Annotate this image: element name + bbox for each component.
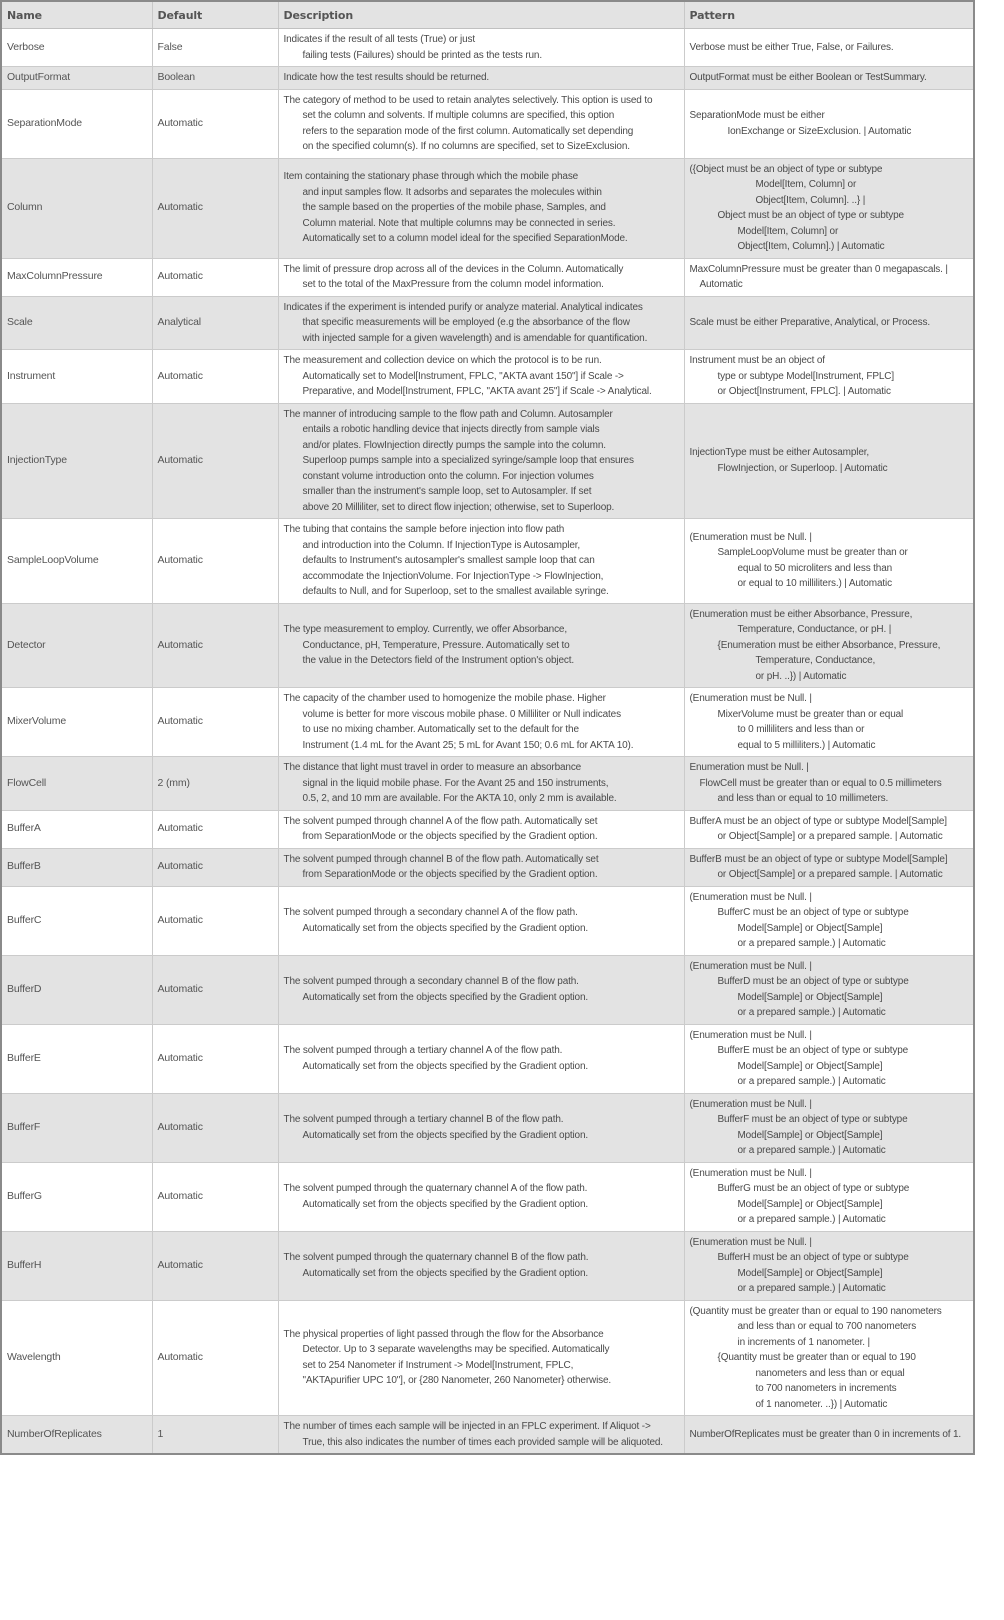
option-name: MixerVolume xyxy=(1,688,152,757)
pattern-line: InjectionType must be either Autosampler, xyxy=(689,447,870,459)
pattern-line: Scale must be either Preparative, Analytical, or Process. xyxy=(689,317,930,328)
description-line: Automatically set from the objects specified by the Gradient option. xyxy=(302,1129,589,1141)
option-pattern xyxy=(684,1416,974,1455)
pattern-line: (Enumeration must be Null. | xyxy=(689,1167,812,1179)
description-line: Automatically set from the objects specified by the Gradient option. xyxy=(302,1198,589,1210)
option-name: Detector xyxy=(1,603,152,688)
option-name: Column xyxy=(1,158,152,258)
description-line: set to the total of the MaxPressure from the column model information. xyxy=(302,279,604,290)
pattern-line: Object[Item, Column]. ..} | xyxy=(755,194,866,206)
table-row xyxy=(1,848,974,886)
pattern-line: FlowCell must be greater than or equal to 0.5 millimeters xyxy=(699,777,942,789)
pattern-line: Model[Sample] or Object[Sample] xyxy=(737,1129,883,1141)
option-name: Wavelength xyxy=(1,1300,152,1416)
option-name: SeparationMode xyxy=(1,89,152,158)
option-name: BufferA xyxy=(1,810,152,848)
option-description xyxy=(278,1300,684,1416)
description-line: with injected sample for a given wavelength) and is amendable for quantification. xyxy=(302,332,648,344)
option-pattern xyxy=(684,258,974,296)
table-header-row xyxy=(1,1,974,29)
pattern-line: or Object[Instrument, FPLC]. | Automatic xyxy=(717,386,891,397)
description-line: signal in the liquid mobile phase. For the Avant 25 and 150 instruments, xyxy=(302,777,609,789)
option-default: Automatic xyxy=(152,158,278,258)
description-line: The manner of introducing sample to the flow path and Column. Autosampler xyxy=(283,408,613,420)
option-pattern xyxy=(684,603,974,688)
option-default: Automatic xyxy=(152,350,278,404)
option-name: BufferD xyxy=(1,955,152,1024)
option-pattern xyxy=(684,1093,974,1162)
pattern-line: MixerVolume must be greater than or equal xyxy=(717,708,904,720)
option-name: Verbose xyxy=(1,29,152,67)
description-line: defaults to Instrument's autosampler's smallest sample loop that can xyxy=(302,555,595,566)
pattern-line: or Object[Sample] or a prepared sample. | Automatic xyxy=(717,869,943,880)
option-description xyxy=(278,1024,684,1093)
description-line: Instrument (1.4 mL for the Avant 25; 5 mL for Avant 150; 0.6 mL for AKTA 10). xyxy=(302,739,634,751)
pattern-line: and less than or equal to 10 millimeters. xyxy=(717,793,889,804)
description-line: The type measurement to employ. Currently, we offer Absorbance, xyxy=(283,624,567,635)
description-line: The solvent pumped through the quaternary channel A of the flow path. xyxy=(283,1183,588,1194)
column-header-default: Default xyxy=(152,1,278,29)
option-default: Boolean xyxy=(152,67,278,90)
table-row xyxy=(1,757,974,811)
description-line: Item containing the stationary phase through which the mobile phase xyxy=(283,171,579,183)
pattern-line: Enumeration must be Null. | xyxy=(689,762,809,773)
option-name: BufferF xyxy=(1,1093,152,1162)
option-description xyxy=(278,810,684,848)
pattern-line: Temperature, Conductance, or pH. | xyxy=(737,624,892,635)
description-line: set the column and solvents. If multiple columns are specified, this option xyxy=(302,110,615,121)
description-line: The solvent pumped through a tertiary channel B of the flow path. xyxy=(283,1114,564,1125)
pattern-line: to 700 nanometers in increments xyxy=(755,1383,897,1394)
option-pattern xyxy=(684,810,974,848)
pattern-line: BufferC must be an object of type or subtype xyxy=(717,907,909,918)
option-pattern xyxy=(684,296,974,350)
pattern-line: SampleLoopVolume must be greater than or xyxy=(717,547,908,559)
description-line: Indicates if the experiment is intended purify or analyze material. Analytical indicates xyxy=(283,301,643,313)
description-line: The solvent pumped through channel A of the flow path. Automatically set xyxy=(283,815,598,827)
option-default: 2 (mm) xyxy=(152,757,278,811)
option-description xyxy=(278,350,684,404)
option-description xyxy=(278,955,684,1024)
description-line: The category of method to be used to retain analytes selectively. This option is used to xyxy=(283,94,653,106)
option-pattern xyxy=(684,67,974,90)
option-default: 1 xyxy=(152,1416,278,1455)
description-line: Superloop pumps sample into a specialized syringe/sample loop that ensures xyxy=(302,455,634,466)
description-line: The number of times each sample will be injected in an FPLC experiment. If Aliquot -> xyxy=(283,1421,651,1432)
option-name: BufferE xyxy=(1,1024,152,1093)
column-header-pattern: Pattern xyxy=(684,1,974,29)
pattern-line: (Enumeration must be Null. | xyxy=(689,1098,812,1110)
description-line: from SeparationMode or the objects specified by the Gradient option. xyxy=(302,831,598,842)
table-row xyxy=(1,1300,974,1416)
pattern-line: or a prepared sample.) | Automatic xyxy=(737,1283,886,1294)
option-name: Instrument xyxy=(1,350,152,404)
option-pattern xyxy=(684,688,974,757)
option-default: Automatic xyxy=(152,89,278,158)
description-line: 0.5, 2, and 10 mm are available. For the AKTA 10, only 2 mm is available. xyxy=(302,793,617,804)
option-pattern xyxy=(684,886,974,955)
description-line: Preparative, and Model[Instrument, FPLC, "AKTA avant 25"] if Scale -> Analytical. xyxy=(302,386,652,397)
pattern-line: BufferE must be an object of type or subtype xyxy=(717,1045,909,1056)
option-pattern xyxy=(684,403,974,519)
description-line: failing tests (Failures) should be printed as the tests run. xyxy=(302,49,542,61)
option-name: InjectionType xyxy=(1,403,152,519)
pattern-line: (Quantity must be greater than or equal to 190 nanometers xyxy=(689,1305,942,1317)
table-row xyxy=(1,1231,974,1300)
option-default: Automatic xyxy=(152,603,278,688)
pattern-line: MaxColumnPressure must be greater than 0 megapascals. | xyxy=(689,263,948,275)
description-line: and/or plates. FlowInjection directly pumps the sample into the column. xyxy=(302,439,606,451)
description-line: entails a robotic handling device that injects directly from sample vials xyxy=(302,424,600,435)
option-description xyxy=(278,757,684,811)
description-line: to use no mixing chamber. Automatically set to the default for the xyxy=(302,724,579,735)
table-row xyxy=(1,89,974,158)
description-line: Automatically set from the objects specified by the Gradient option. xyxy=(302,1060,589,1072)
option-default: Automatic xyxy=(152,810,278,848)
option-name: BufferC xyxy=(1,886,152,955)
pattern-line: Model[Sample] or Object[Sample] xyxy=(737,1198,883,1210)
option-description xyxy=(278,603,684,688)
option-pattern xyxy=(684,848,974,886)
option-name: FlowCell xyxy=(1,757,152,811)
option-pattern xyxy=(684,89,974,158)
option-name: Scale xyxy=(1,296,152,350)
option-default: Automatic xyxy=(152,886,278,955)
option-name: NumberOfReplicates xyxy=(1,1416,152,1455)
option-name: MaxColumnPressure xyxy=(1,258,152,296)
description-line: Automatically set from the objects specified by the Gradient option. xyxy=(302,991,589,1003)
pattern-line: (Enumeration must be Null. | xyxy=(689,531,812,543)
pattern-line: and less than or equal to 700 nanometers xyxy=(737,1321,917,1332)
table-row xyxy=(1,603,974,688)
description-line: defaults to Null, and for Superloop, set to the smallest available syringe. xyxy=(302,586,609,597)
option-name: BufferB xyxy=(1,848,152,886)
table-row xyxy=(1,158,974,258)
option-description xyxy=(278,67,684,90)
option-default: False xyxy=(152,29,278,67)
description-line: Automatically set from the objects specified by the Gradient option. xyxy=(302,922,589,934)
pattern-line: BufferA must be an object of type or subtype Model[Sample] xyxy=(689,815,947,827)
option-pattern xyxy=(684,1231,974,1300)
pattern-line: (Enumeration must be either Absorbance, Pressure, xyxy=(689,608,913,620)
option-description xyxy=(278,296,684,350)
pattern-line: OutputFormat must be either Boolean or TestSummary. xyxy=(689,72,927,83)
pattern-line: or a prepared sample.) | Automatic xyxy=(737,938,886,949)
option-name: SampleLoopVolume xyxy=(1,519,152,604)
description-line: above 20 Milliliter, set to direct flow injection; otherwise, set to Superloop. xyxy=(302,501,615,513)
option-pattern xyxy=(684,1162,974,1231)
option-name: BufferH xyxy=(1,1231,152,1300)
description-line: The limit of pressure drop across all of the devices in the Column. Automatically xyxy=(283,263,624,275)
pattern-line: Object must be an object of type or subtype xyxy=(717,210,904,221)
pattern-line: to 0 milliliters and less than or xyxy=(737,724,865,735)
pattern-line: of 1 nanometer. ..}) | Automatic xyxy=(755,1398,888,1410)
description-line: that specific measurements will be employed (e.g the absorbance of the flow xyxy=(302,317,630,328)
option-description xyxy=(278,1162,684,1231)
table-row xyxy=(1,350,974,404)
pattern-line: (Enumeration must be Null. | xyxy=(689,1029,812,1041)
option-description xyxy=(278,1416,684,1455)
pattern-line: equal to 5 milliliters.) | Automatic xyxy=(737,739,876,751)
description-line: the value in the Detectors field of the Instrument option's object. xyxy=(302,655,574,666)
description-line: The solvent pumped through a tertiary channel A of the flow path. xyxy=(283,1045,563,1056)
description-line: Automatically set to a column model ideal for the specified SeparationMode. xyxy=(302,233,628,245)
pattern-line: or a prepared sample.) | Automatic xyxy=(737,1007,886,1018)
option-default: Automatic xyxy=(152,848,278,886)
description-line: from SeparationMode or the objects specified by the Gradient option. xyxy=(302,869,598,880)
pattern-line: BufferB must be an object of type or subtype Model[Sample] xyxy=(689,853,948,865)
description-line: refers to the separation mode of the first column. Automatically set depending xyxy=(302,125,634,137)
table-row xyxy=(1,810,974,848)
option-description xyxy=(278,29,684,67)
pattern-line: (Enumeration must be Null. | xyxy=(689,960,812,972)
pattern-line: IonExchange or SizeExclusion. | Automatic xyxy=(727,125,912,137)
description-line: Detector. Up to 3 separate wavelengths may be specified. Automatically xyxy=(302,1344,610,1356)
description-line: set to 254 Nanometer if Instrument -> Model[Instrument, FPLC, xyxy=(302,1359,574,1371)
table-row xyxy=(1,1416,974,1455)
table-row xyxy=(1,886,974,955)
table-row xyxy=(1,1024,974,1093)
description-line: "AKTApurifier UPC 10"], or {280 Nanometer, 260 Nanometer} otherwise. xyxy=(302,1375,612,1387)
option-pattern xyxy=(684,350,974,404)
option-pattern xyxy=(684,29,974,67)
pattern-line: or pH. ..}) | Automatic xyxy=(755,670,847,682)
pattern-line: or a prepared sample.) | Automatic xyxy=(737,1214,886,1225)
pattern-line: (Enumeration must be Null. | xyxy=(689,891,812,903)
option-pattern xyxy=(684,955,974,1024)
description-line: Automatically set to Model[Instrument, FPLC, "AKTA avant 150"] if Scale -> xyxy=(302,370,624,382)
option-pattern xyxy=(684,1300,974,1416)
option-description xyxy=(278,886,684,955)
table-row xyxy=(1,403,974,519)
option-description xyxy=(278,89,684,158)
description-line: constant volume introduction onto the column. For injection volumes xyxy=(302,470,594,482)
pattern-line: BufferD must be an object of type or subtype xyxy=(717,976,909,987)
pattern-line: or a prepared sample.) | Automatic xyxy=(737,1145,886,1156)
pattern-line: nanometers and less than or equal xyxy=(755,1367,905,1379)
description-line: Conductance, pH, Temperature, Pressure. Automatically set to xyxy=(302,639,570,651)
description-line: The solvent pumped through a secondary channel A of the flow path. xyxy=(283,907,578,918)
option-description xyxy=(278,1231,684,1300)
option-description xyxy=(278,688,684,757)
description-line: on the specified column(s). If no columns are specified, set to SizeExclusion. xyxy=(302,141,630,152)
option-pattern xyxy=(684,158,974,258)
pattern-line: Temperature, Conductance, xyxy=(755,655,876,666)
pattern-line: Object[Item, Column].) | Automatic xyxy=(737,241,885,252)
pattern-line: Instrument must be an object of xyxy=(689,355,825,366)
pattern-line: (Enumeration must be Null. | xyxy=(689,693,812,704)
pattern-line: Model[Sample] or Object[Sample] xyxy=(737,1267,883,1279)
description-line: smaller than the instrument's sample loop, set to Autosampler. If set xyxy=(302,486,592,497)
description-line: The solvent pumped through the quaternary channel B of the flow path. xyxy=(283,1252,589,1263)
description-line: True, this also indicates the number of times each provided sample will be aliquoted. xyxy=(302,1436,663,1448)
pattern-line: or Object[Sample] or a prepared sample. | Automatic xyxy=(717,831,943,842)
pattern-line: {Enumeration must be either Absorbance, Pressure, xyxy=(717,639,941,651)
pattern-line: Model[Sample] or Object[Sample] xyxy=(737,922,883,934)
pattern-line: Model[Sample] or Object[Sample] xyxy=(737,991,883,1003)
option-name: OutputFormat xyxy=(1,67,152,90)
table-row xyxy=(1,258,974,296)
pattern-line: (Enumeration must be Null. | xyxy=(689,1236,812,1248)
option-default: Automatic xyxy=(152,1300,278,1416)
pattern-line: FlowInjection, or Superloop. | Automatic xyxy=(717,462,888,474)
option-default: Automatic xyxy=(152,688,278,757)
column-header-description: Description xyxy=(278,1,684,29)
option-default: Automatic xyxy=(152,403,278,519)
pattern-line: Model[Item, Column] or xyxy=(755,179,857,190)
option-description xyxy=(278,158,684,258)
table-row xyxy=(1,955,974,1024)
description-line: volume is better for more viscous mobile phase. 0 Milliliter or Null indicates xyxy=(302,708,621,720)
pattern-line: {Quantity must be greater than or equal to 190 xyxy=(717,1352,916,1363)
option-default: Automatic xyxy=(152,1231,278,1300)
description-line: The distance that light must travel in order to measure an absorbance xyxy=(283,762,582,773)
option-default: Automatic xyxy=(152,1162,278,1231)
option-description xyxy=(278,1093,684,1162)
pattern-line: ({Object must be an object of type or subtype xyxy=(689,163,883,175)
pattern-line: Model[Item, Column] or xyxy=(737,225,839,237)
description-line: and input samples flow. It adsorbs and separates the molecules within xyxy=(302,186,602,198)
pattern-line: BufferH must be an object of type or subtype xyxy=(717,1252,909,1263)
pattern-line: Model[Sample] or Object[Sample] xyxy=(737,1060,883,1072)
description-line: the sample based on the properties of the mobile phase, Samples, and xyxy=(302,202,606,214)
pattern-line: type or subtype Model[Instrument, FPLC] xyxy=(717,370,894,382)
pattern-line: NumberOfReplicates must be greater than 0 in increments of 1. xyxy=(689,1428,962,1440)
option-description xyxy=(278,848,684,886)
description-line: accommodate the InjectionVolume. For InjectionType -> FlowInjection, xyxy=(302,570,604,582)
table-row xyxy=(1,1162,974,1231)
description-line: Column material. Note that multiple columns may be connected in series. xyxy=(302,217,616,229)
description-line: The measurement and collection device on which the protocol is to be run. xyxy=(283,355,602,366)
description-line: Automatically set from the objects specified by the Gradient option. xyxy=(302,1267,589,1279)
option-pattern xyxy=(684,1024,974,1093)
pattern-line: Verbose must be either True, False, or Failures. xyxy=(689,41,894,53)
table-row xyxy=(1,519,974,604)
table-row xyxy=(1,67,974,90)
table-row xyxy=(1,1093,974,1162)
description-line: Indicates if the result of all tests (True) or just xyxy=(283,34,476,45)
description-line: The capacity of the chamber used to homogenize the mobile phase. Higher xyxy=(283,693,606,704)
pattern-line: SeparationMode must be either xyxy=(689,110,825,121)
pattern-line: in increments of 1 nanometer. | xyxy=(737,1336,870,1348)
option-default: Automatic xyxy=(152,1093,278,1162)
pattern-line: or a prepared sample.) | Automatic xyxy=(737,1076,886,1087)
option-pattern xyxy=(684,519,974,604)
option-default: Automatic xyxy=(152,1024,278,1093)
option-default: Automatic xyxy=(152,258,278,296)
description-line: and introduction into the Column. If InjectionType is Autosampler, xyxy=(302,539,580,551)
option-default: Automatic xyxy=(152,519,278,604)
pattern-line: BufferF must be an object of type or subtype xyxy=(717,1114,908,1125)
option-name: BufferG xyxy=(1,1162,152,1231)
option-description xyxy=(278,519,684,604)
description-line: Indicate how the test results should be returned. xyxy=(283,72,490,83)
table-row xyxy=(1,29,974,67)
description-line: The tubing that contains the sample before injection into flow path xyxy=(283,524,565,535)
option-description xyxy=(278,403,684,519)
description-line: The physical properties of light passed through the flow for the Absorbance xyxy=(283,1328,604,1340)
table-body xyxy=(1,29,974,1455)
pattern-line: equal to 50 microliters and less than xyxy=(737,562,893,574)
table-row xyxy=(1,688,974,757)
pattern-line: or equal to 10 milliliters.) | Automatic xyxy=(737,578,892,590)
pattern-line: BufferG must be an object of type or subtype xyxy=(717,1183,910,1194)
description-line: The solvent pumped through a secondary channel B of the flow path. xyxy=(283,976,579,987)
description-line: The solvent pumped through channel B of the flow path. Automatically set xyxy=(283,853,599,865)
option-description xyxy=(278,258,684,296)
pattern-line: Automatic xyxy=(699,279,743,290)
option-default: Analytical xyxy=(152,296,278,350)
option-pattern xyxy=(684,757,974,811)
table-row xyxy=(1,296,974,350)
option-default: Automatic xyxy=(152,955,278,1024)
column-header-name: Name xyxy=(1,1,152,29)
